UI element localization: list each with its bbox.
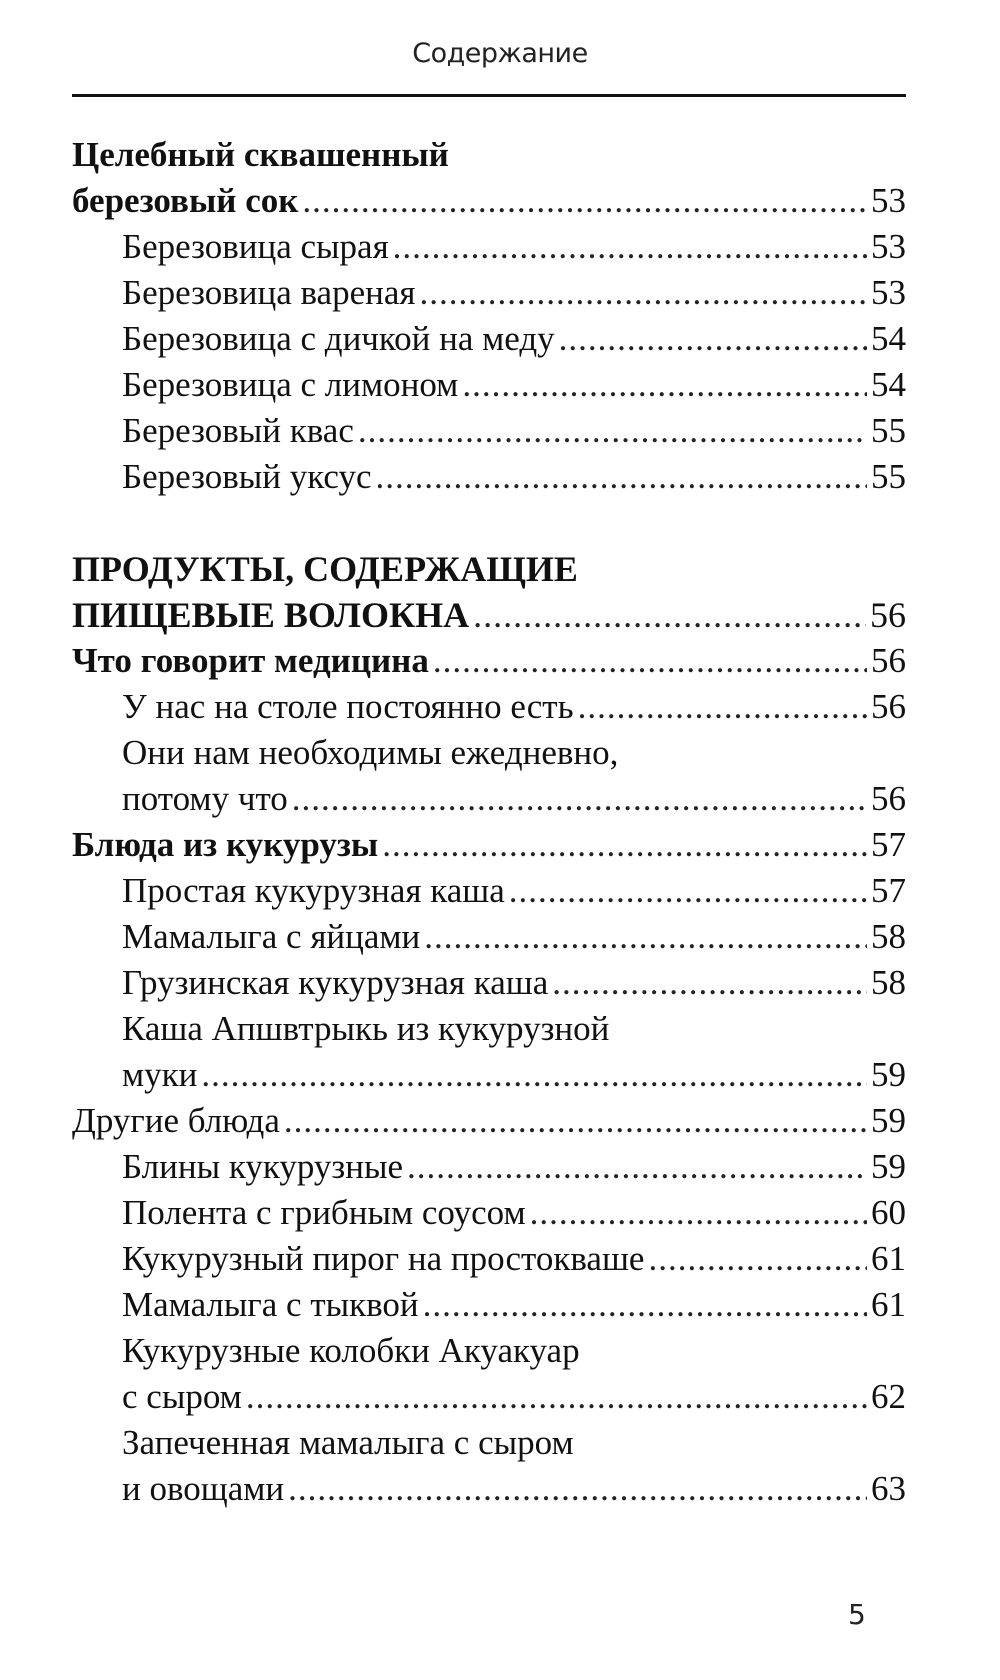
toc-entry-row xyxy=(122,914,906,960)
toc-page-number: 53 xyxy=(871,273,906,312)
dot-leader xyxy=(284,1098,867,1144)
toc-entry-title: березовый сок xyxy=(72,181,299,220)
toc-entry-row xyxy=(122,408,906,454)
toc-page-number: 56 xyxy=(871,687,906,726)
toc-entry-row xyxy=(122,684,906,730)
toc-page-number: 56 xyxy=(870,595,906,635)
toc-page-number: 53 xyxy=(871,181,906,220)
dot-leader xyxy=(375,454,867,500)
dot-leader xyxy=(382,822,867,868)
toc-item xyxy=(72,408,906,454)
dot-leader xyxy=(530,1190,867,1236)
toc-item xyxy=(72,1236,906,1282)
dot-leader xyxy=(433,638,867,684)
toc-entry-row xyxy=(122,270,906,316)
toc-entry-title-line: Каша Апшвтрыкь из кукурузной xyxy=(122,1009,610,1048)
dot-leader xyxy=(246,1374,867,1420)
toc-section xyxy=(72,546,906,638)
toc-page-number: 60 xyxy=(871,1193,906,1232)
toc-entry-row xyxy=(122,1374,906,1420)
toc-entry-title-line: Целебный сквашенный xyxy=(72,135,449,174)
toc-page-number: 59 xyxy=(871,1101,906,1140)
toc-page-number: 54 xyxy=(871,319,906,358)
dot-leader xyxy=(648,1236,867,1282)
toc-entry-title: потому что xyxy=(122,779,288,818)
toc-entry-row xyxy=(122,1144,906,1190)
dot-leader xyxy=(473,592,866,638)
dot-leader xyxy=(288,1466,867,1512)
toc-entry-title: Березовица с лимоном xyxy=(122,365,459,404)
toc-entry-title: Березовица вареная xyxy=(122,273,416,312)
toc-entry-title: Блюда из кукурузы xyxy=(72,825,379,864)
toc-entry-title-line: Запеченная мамалыга с сыром xyxy=(122,1423,574,1462)
toc-entry-title: Березовый уксус xyxy=(122,457,372,496)
toc-item xyxy=(72,454,906,500)
toc-entry-row xyxy=(122,1052,906,1098)
toc-entry-row xyxy=(72,178,906,224)
dot-leader xyxy=(509,868,867,914)
toc-entry-title: Что говорит медицина xyxy=(72,641,429,680)
toc-entry-title: Мамалыга с яйцами xyxy=(122,917,421,956)
header-rule xyxy=(72,94,906,97)
toc-chapter xyxy=(72,132,906,224)
dot-leader xyxy=(424,914,867,960)
toc-item xyxy=(72,1282,906,1328)
dot-leader xyxy=(302,178,867,224)
toc-entry-title: У нас на столе постоянно есть xyxy=(122,687,574,726)
toc-page-number: 55 xyxy=(871,457,906,496)
toc-entry-row xyxy=(122,776,906,822)
toc-item xyxy=(72,1328,906,1420)
toc-entry-row xyxy=(122,1236,906,1282)
dot-leader xyxy=(559,316,867,362)
dot-leader xyxy=(407,1144,867,1190)
toc-entry-title-line: Кукурузные колобки Акуакуар xyxy=(122,1331,580,1370)
toc-item xyxy=(72,730,906,822)
toc-item xyxy=(72,868,906,914)
dot-leader xyxy=(419,270,867,316)
toc-page-number: 56 xyxy=(871,779,906,818)
toc-entry-row xyxy=(72,1098,906,1144)
toc-chapter xyxy=(72,638,906,684)
dot-leader xyxy=(423,1282,867,1328)
dot-leader xyxy=(292,776,867,822)
toc-entry-title: Березовица с дичкой на меду xyxy=(122,319,555,358)
toc-page-number: 62 xyxy=(871,1377,906,1416)
table-of-contents xyxy=(72,132,906,1512)
toc-entry-row xyxy=(122,868,906,914)
toc-entry-row xyxy=(122,1282,906,1328)
toc-page-number: 55 xyxy=(871,411,906,450)
dot-leader xyxy=(201,1052,867,1098)
page-number: 5 xyxy=(848,1598,866,1631)
toc-entry-title: и овощами xyxy=(122,1469,285,1508)
toc-page-number: 61 xyxy=(871,1285,906,1324)
toc-item xyxy=(72,362,906,408)
toc-entry-title-line: ПРОДУКТЫ, СОДЕРЖАЩИЕ xyxy=(72,549,578,589)
toc-item xyxy=(72,1420,906,1512)
toc-page-number: 57 xyxy=(871,871,906,910)
toc-entry-title: муки xyxy=(122,1055,198,1094)
toc-item xyxy=(72,316,906,362)
dot-leader xyxy=(358,408,867,454)
toc-entry-row xyxy=(122,960,906,1006)
toc-page-number: 56 xyxy=(871,641,906,680)
toc-entry-title: ПИЩЕВЫЕ ВОЛОКНА xyxy=(72,595,470,635)
toc-page-number: 54 xyxy=(871,365,906,404)
dot-leader xyxy=(552,960,867,1006)
toc-page-number: 53 xyxy=(871,227,906,266)
toc-page-number: 63 xyxy=(871,1469,906,1508)
toc-page-number: 58 xyxy=(871,917,906,956)
toc-item xyxy=(72,960,906,1006)
toc-page-number: 58 xyxy=(871,963,906,1002)
toc-entry-title: Блины кукурузные xyxy=(122,1147,403,1186)
toc-entry-row xyxy=(72,592,906,638)
toc-entry-row xyxy=(72,638,906,684)
toc-chapter xyxy=(72,1098,906,1144)
toc-entry-title: Полента с грибным соусом xyxy=(122,1193,526,1232)
toc-entry-row xyxy=(122,316,906,362)
toc-entry-title-line: Они нам необходимы ежедневно, xyxy=(122,733,619,772)
toc-page-number: 61 xyxy=(871,1239,906,1278)
toc-entry-title: с сыром xyxy=(122,1377,242,1416)
toc-item xyxy=(72,270,906,316)
toc-item xyxy=(72,684,906,730)
toc-page-number: 57 xyxy=(871,825,906,864)
toc-entry-title: Березовица сырая xyxy=(122,227,389,266)
dot-leader xyxy=(578,684,867,730)
toc-entry-row xyxy=(122,1190,906,1236)
toc-entry-title: Грузинская кукурузная каша xyxy=(122,963,549,1002)
dot-leader xyxy=(393,224,867,270)
toc-chapter xyxy=(72,822,906,868)
toc-entry-row xyxy=(122,362,906,408)
toc-entry-title: Кукурузный пирог на простокваше xyxy=(122,1239,645,1278)
toc-item xyxy=(72,914,906,960)
toc-item xyxy=(72,1006,906,1098)
dot-leader xyxy=(462,362,867,408)
toc-entry-row xyxy=(72,822,906,868)
toc-page-number: 59 xyxy=(871,1055,906,1094)
toc-item xyxy=(72,1190,906,1236)
toc-entry-row xyxy=(122,1466,906,1512)
toc-item xyxy=(72,224,906,270)
toc-page-number: 59 xyxy=(871,1147,906,1186)
toc-entry-row xyxy=(122,454,906,500)
toc-entry-title: Мамалыга с тыквой xyxy=(122,1285,419,1324)
toc-entry-title: Простая кукурузная каша xyxy=(122,871,505,910)
toc-entry-title: Березовый квас xyxy=(122,411,354,450)
toc-entry-title: Другие блюда xyxy=(72,1101,280,1140)
toc-item xyxy=(72,1144,906,1190)
toc-entry-row xyxy=(122,224,906,270)
running-header: Содержание xyxy=(412,38,588,69)
